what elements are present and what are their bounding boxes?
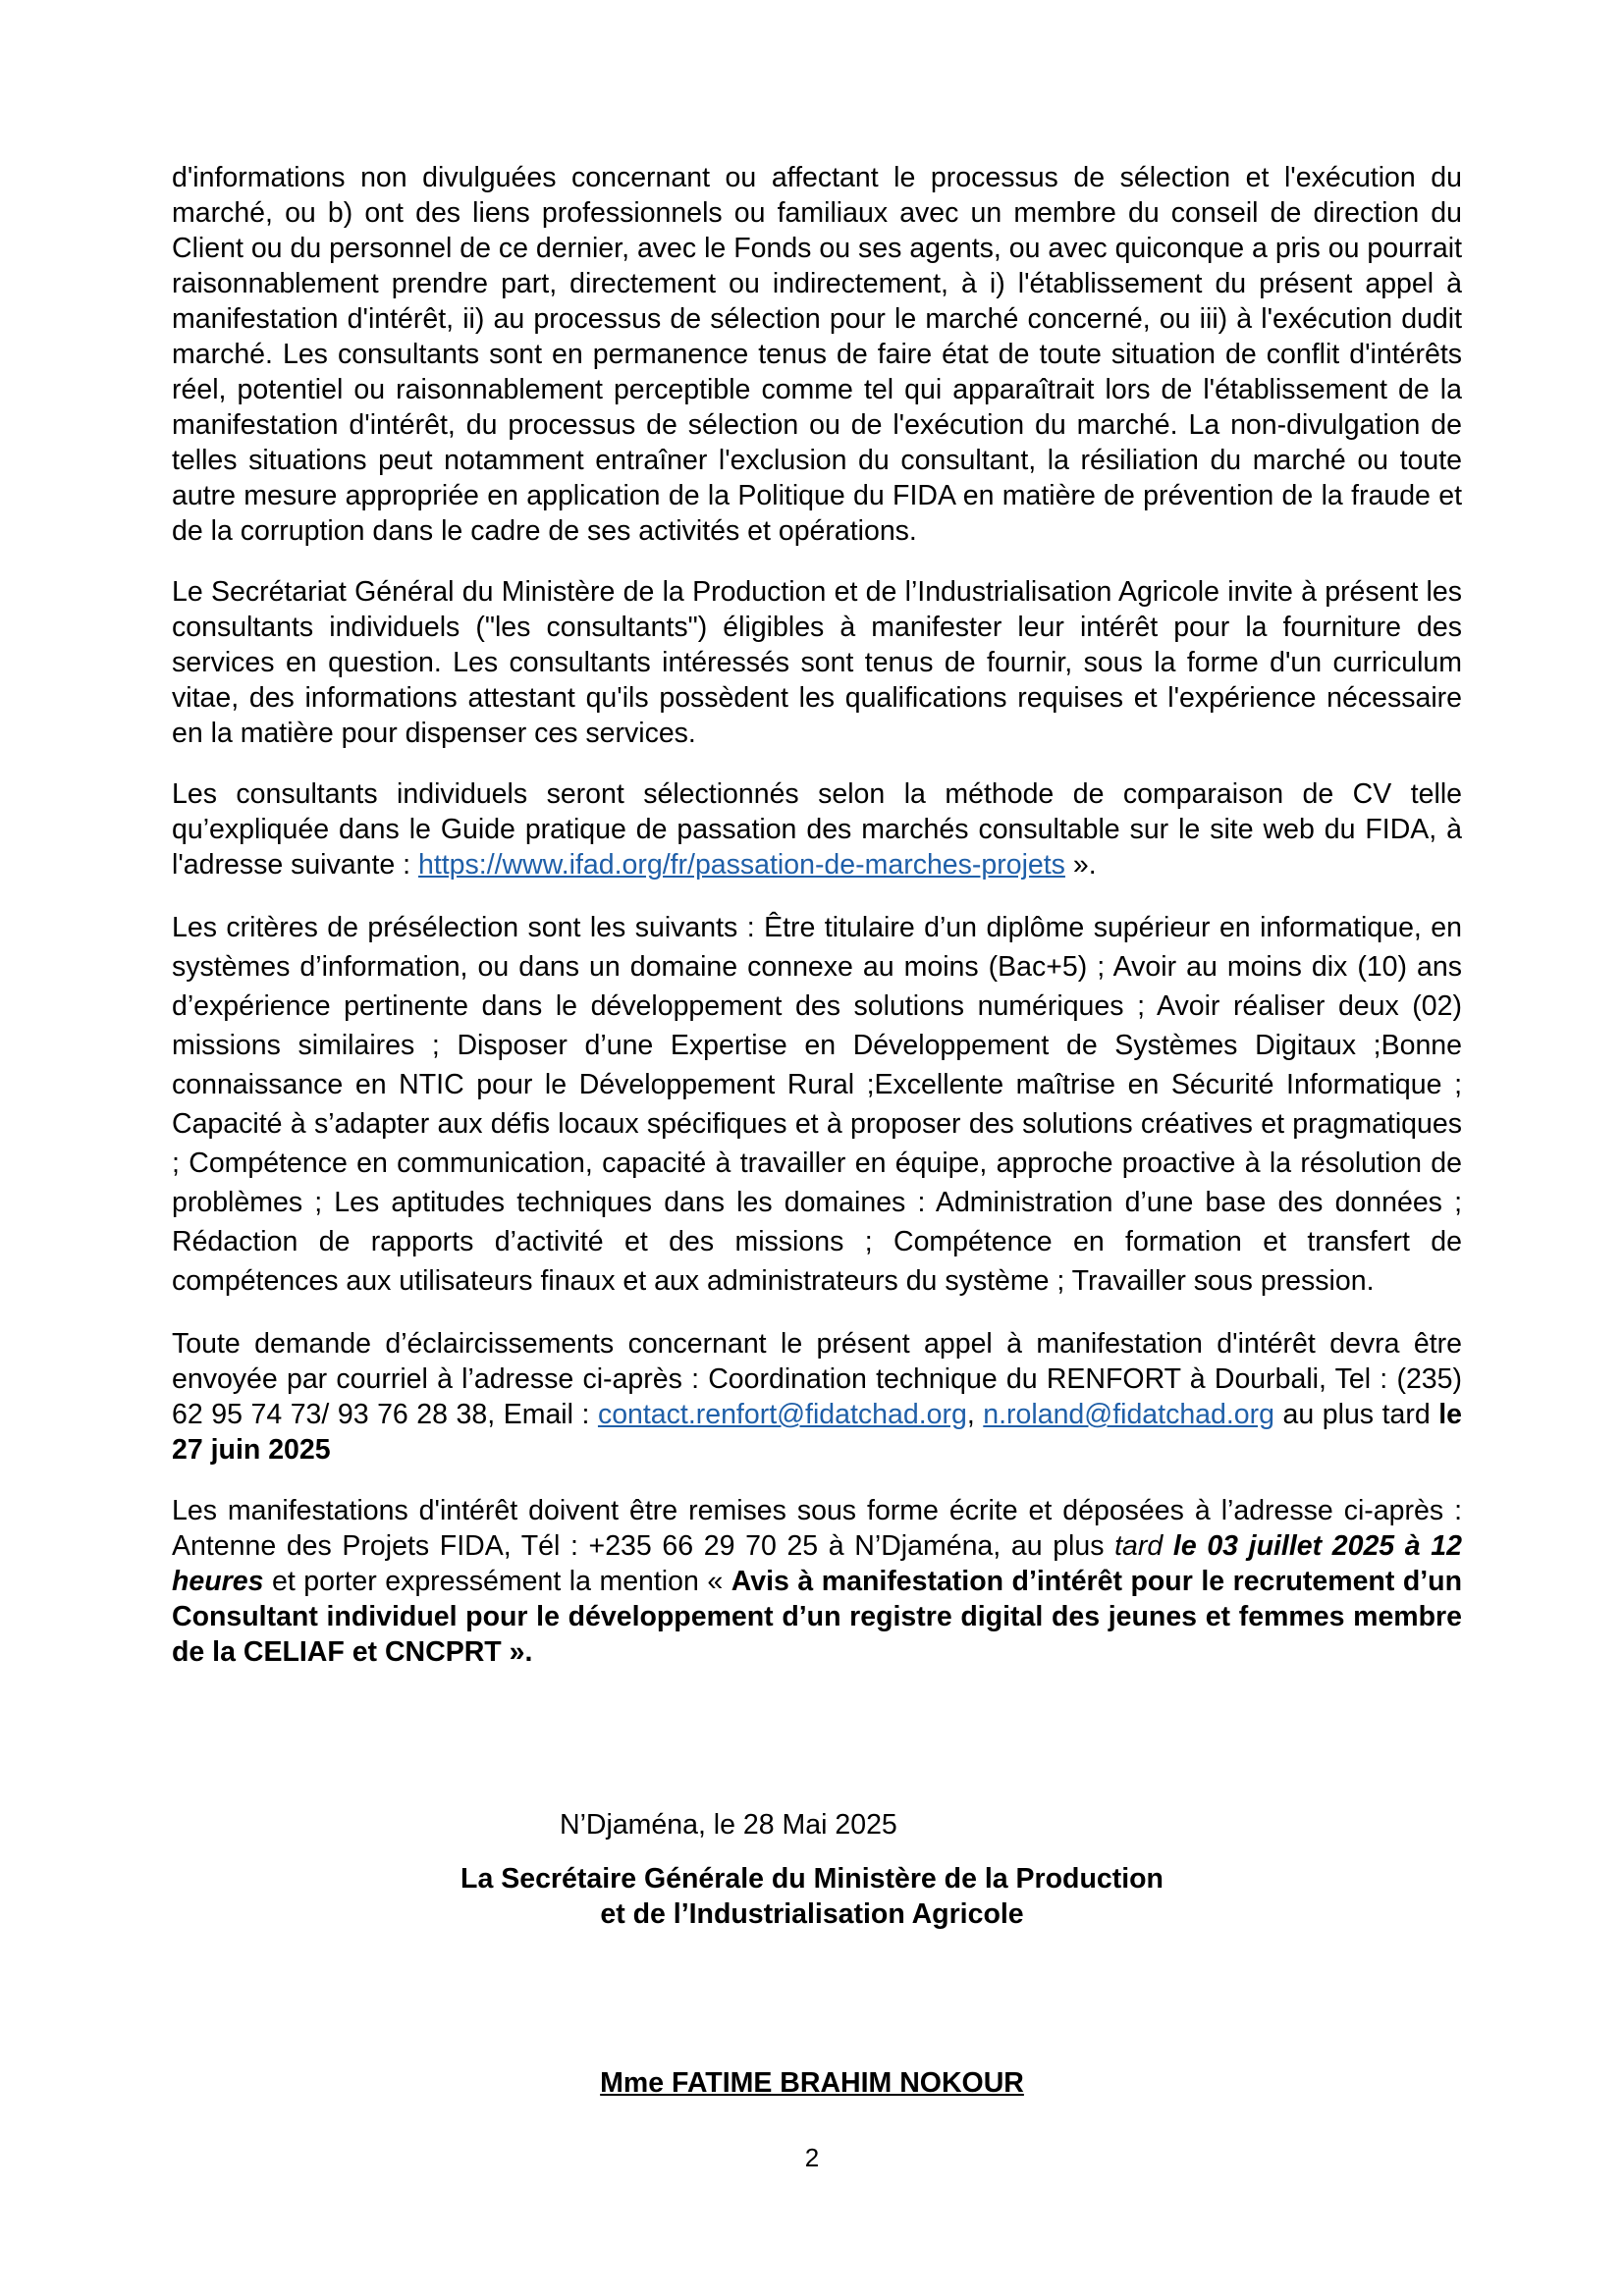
- signatory-name: Mme FATIME BRAHIM NOKOUR: [600, 2067, 1024, 2099]
- paragraph-criteria: Les critères de présélection sont les suivants : Être titulaire d’un diplôme supérieur en informatique, en systèmes d’information, ou dans un domaine connexe au moins (Bac+5) ; Avoir au moins dix (10) ans d’expérience pertinente dans le développement des solutions numériques ; Avoir réaliser deux (02) missions similaires ; Disposer d’une Expertise en Développement de Systèmes Digitaux ;Bonne connaissance en NTIC pour le Développement Rural ;Excellente maîtrise en Sécurité Informatique ; Capacité à s’adapter aux défis locaux spécifiques et à proposer des solutions créatives et pragmatiques ; Compétence en communication, capacité à travailler en équipe, approche proactive à la résolution de problèmes ; Les aptitudes techniques dans les domaines : Administration d’une base des données ; Rédaction de rapports d’activité et des missions ; Compétence en formation et transfert de compétences aux utilisateurs finaux et aux administrateurs du système ; Travailler sous pression.: [172, 912, 1462, 1297]
- place-and-date: N’Djaména, le 28 Mai 2025: [560, 1809, 897, 1841]
- submission-text: Les manifestations d'intérêt doivent être remises sous forme écrite et déposées à l’adresse ci-après : Antenne des Projets FIDA, Tél : +235 66 29 70 25 à N’Djaména, au plus: [172, 1495, 1462, 1562]
- signatory-title-line2: et de l’Industrialisation Agricole: [600, 1898, 1024, 1930]
- paragraph-conflict-of-interest: d'informations non divulguées concernant ou affectant le processus de sélection et l'exécution du marché, ou b) ont des liens professionnels ou familiaux avec un membre du conseil de direction du Client ou du personnel de ce dernier, avec le Fonds ou ses agents, ou avec quiconque a pris ou pourrait raisonnablement prendre part, directement ou indirectement, à i) l'établissement du présent appel à manifestation d'intérêt, ii) au processus de sélection pour le marché concerné, ou iii) à l'exécution dudit marché. Les consultants sont en permanence tenus de faire état de toute situation de conflit d'intérêts réel, potentiel ou raisonnablement perceptible comme tel qui apparaîtrait lors de l'établissement de la manifestation d'intérêt, du processus de sélection ou de l'exécution du marché. La non-divulgation de telles situations peut notamment entraîner l'exclusion du consultant, la résiliation du marché ou toute autre mesure appropriée en application de la Politique du FIDA en matière de prévention de la fraude et de la corruption dans le cadre de ses activités et opérations.: [172, 162, 1462, 547]
- submission-deadline: le 03 juillet 2025 à 12 heures: [172, 1530, 1462, 1597]
- document-body: [172, 160, 1462, 1695]
- submission-mention: Avis à manifestation d’intérêt pour le recrutement d’un Consultant individuel pour le développement d’un registre digital des jeunes et femmes membre de la CELIAF et CNCPRT ».: [172, 1566, 1462, 1668]
- page-number: 2: [804, 2143, 820, 2172]
- signatory-title-line1: La Secrétaire Générale du Ministère de la Production: [460, 1863, 1164, 1895]
- clarifications-text: Toute demande d’éclaircissements concernant le présent appel à manifestation d'intérêt devra être envoyée par courriel à l’adresse ci-après : Coordination technique du RENFORT à Dourbali, Tel : (235) 62 95 74 73/ 93 76 28 38, Email :: [172, 1328, 1462, 1430]
- ifad-procurement-link[interactable]: https://www.ifad.org/fr/passation-de-marches-projets: [418, 849, 1065, 881]
- clarification-deadline: le 27 juin 2025: [172, 1399, 1462, 1466]
- email-link-roland[interactable]: n.roland@fidatchad.org: [983, 1399, 1274, 1430]
- submission-tard: tard: [1114, 1530, 1164, 1562]
- paragraph-selection-method: [172, 776, 1462, 882]
- paragraph-invitation: Le Secrétariat Général du Ministère de la Production et de l’Industrialisation Agricole invite à présent les consultants individuels ("les consultants") éligibles à manifester leur intérêt pour la fourniture des services en question. Les consultants intéressés sont tenus de fournir, sous la forme d'un curriculum vitae, des informations attestant qu'ils possèdent les qualifications requises et l'expérience nécessaire en la matière pour dispenser ces services.: [172, 576, 1462, 749]
- selection-method-end: ».: [1064, 849, 1097, 881]
- selection-method-text: Les consultants individuels seront sélectionnés selon la méthode de comparaison de CV telle qu’expliquée dans le Guide pratique de passation des marchés consultable sur le site web du FIDA, à l'adresse suivante :: [172, 778, 1462, 881]
- paragraph-clarifications: [172, 1326, 1462, 1468]
- email-separator: ,: [966, 1399, 984, 1430]
- paragraph-submission: [172, 1493, 1462, 1670]
- signatory-title: [0, 1861, 1624, 1932]
- submission-mention-prefix: et porter expressément la mention «: [263, 1566, 731, 1597]
- email-link-renfort[interactable]: contact.renfort@fidatchad.org: [597, 1399, 967, 1430]
- deadline-prefix: au plus tard: [1274, 1399, 1439, 1430]
